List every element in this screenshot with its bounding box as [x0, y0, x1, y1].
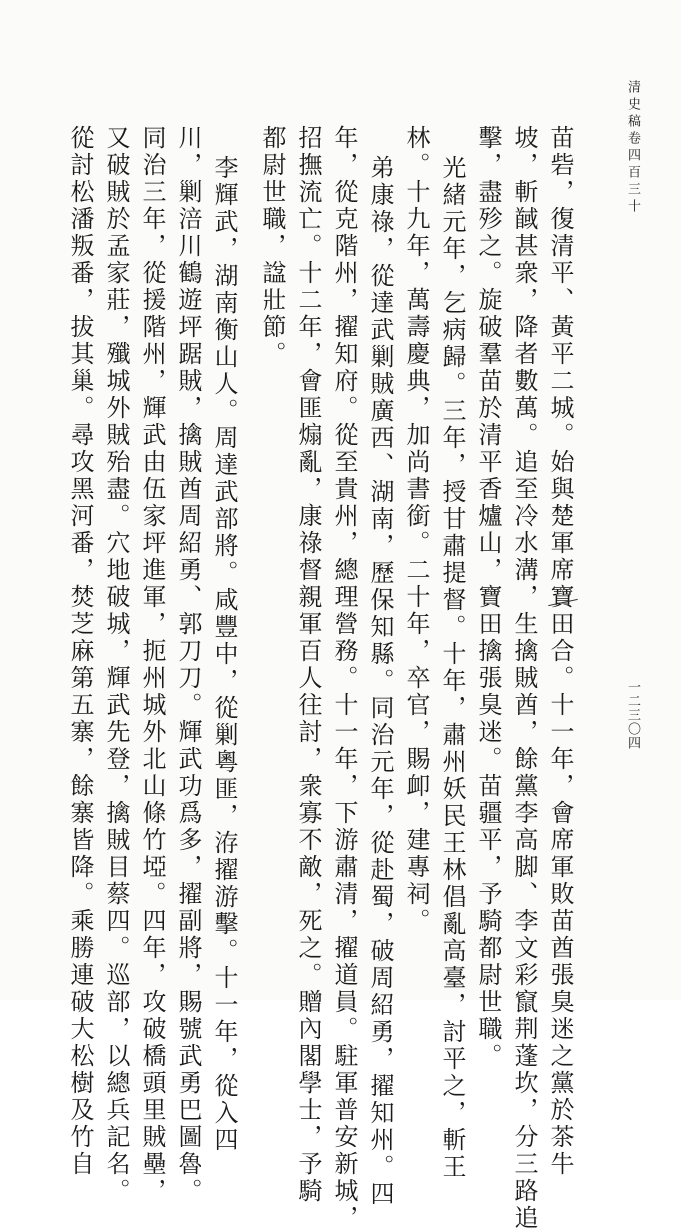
- page-number: 一二三〇四: [625, 680, 640, 750]
- text-column: 年，從克階州，擢知府。從至貴州，總理營務。十一年，下游肅清，擢道員。駐軍普安新城，: [330, 125, 358, 1232]
- text-column: 坡，斬馘甚衆，降者數萬。追至冷水溝，生擒賊酋，餘黨李高脚、李文彩竄荆蓬坎，分三路追: [510, 125, 538, 1232]
- text-column: 都尉世職，諡壯節。: [258, 125, 286, 368]
- text-column: 同治三年，從援階州，輝武由伍家坪進軍，扼州城外北山條竹埡。四年，攻破橋頭里賊壘，: [138, 125, 166, 1205]
- text-column: 苗砦，復清平、黃平二城。始與楚軍席寶田合。十一年，會席軍敗苗酋張臭迷之黨於茶牛: [546, 125, 574, 1178]
- text-column: 川，剿涪川鶴遊坪踞賊，擒賊酋周紹勇、郭刀刀。輝武功爲多，擢副將，賜號武勇巴圖魯。: [174, 125, 202, 1205]
- text-column: 又破賊於孟家莊，殲城外賊殆盡。穴地破城，輝武先登，擒賊目蔡四。巡部，以總兵記名。: [102, 125, 130, 1205]
- text-column: 擊，盡殄之。旋破羣苗於清平香爐山，寶田擒張臭迷。苗疆平，予騎都尉世職。: [474, 125, 502, 1070]
- text-column: 光緒元年，乞病歸。三年，授甘肅提督。十年，肅州妖民王林倡亂高臺，討平之，斬王: [438, 155, 466, 1181]
- text-column: 李輝武，湖南衡山人。周達武部將。咸豐中，從剿粵匪，洊擢游擊。十一年，從入四: [210, 155, 238, 1154]
- text-column: 弟康祿，從達武剿賊廣西、湖南，歷保知縣。同治元年，從赴蜀，破周紹勇，擢知州。四: [366, 155, 394, 1208]
- text-column: 招撫流亡。十二年，會匪煽亂，康祿督親軍百人往討，衆寡不敵，死之。贈內閣學士，予騎: [294, 125, 322, 1205]
- text-column: 林。十九年，萬壽慶典，加尚書銜。二十年，卒官，賜卹，建專祠。: [402, 125, 430, 935]
- text-column: 從討松潘叛番，拔其巢。尋攻黑河番，焚芝麻第五寨，餘寨皆降。乘勝連破大松樹及竹自: [66, 125, 94, 1178]
- running-header-title: 清史稿卷四百三十: [625, 80, 640, 216]
